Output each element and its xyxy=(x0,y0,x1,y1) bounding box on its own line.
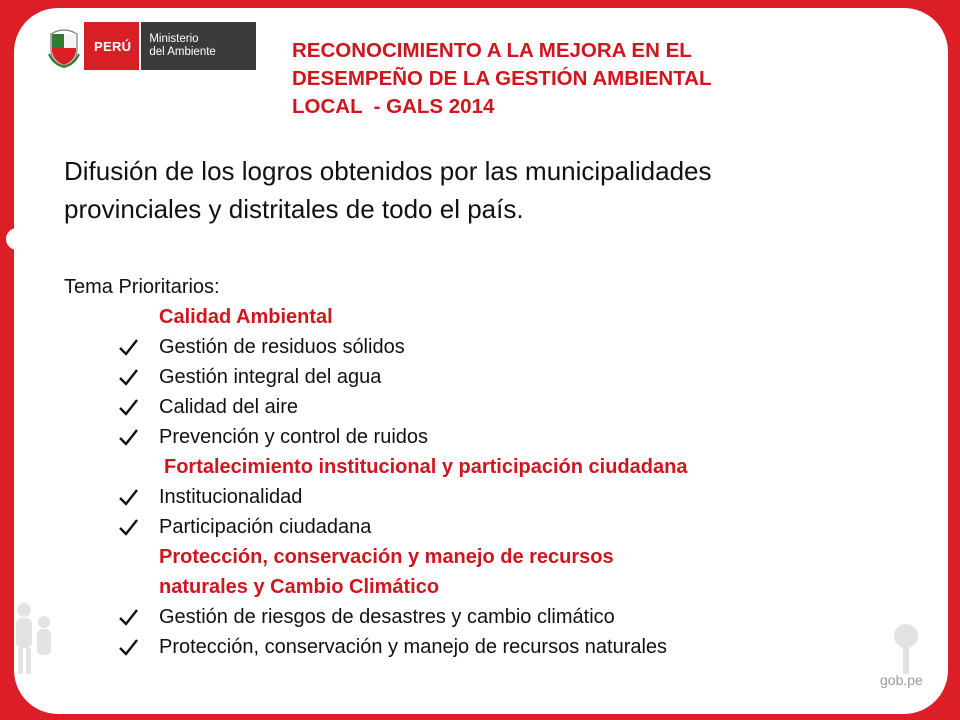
category-heading: Calidad Ambiental xyxy=(159,306,333,328)
title-line-1: RECONOCIMIENTO A LA MEJORA EN EL xyxy=(292,39,692,62)
coat-of-arms-icon xyxy=(44,22,84,70)
list-item-label: Participación ciudadana xyxy=(159,516,372,538)
list-item-label: Protección, conservación y manejo de recursos naturales xyxy=(159,636,668,658)
ministry-line-2: del Ambiente xyxy=(149,46,216,58)
list-item xyxy=(64,422,904,452)
list-item xyxy=(64,392,904,422)
checkmark-icon xyxy=(116,395,140,419)
list-item-label: Calidad del aire xyxy=(159,396,298,418)
intro-line-1: Difusión de los logros obtenidos por las municipalidades xyxy=(64,156,712,186)
people-silhouette-icon xyxy=(10,600,56,680)
intro-line-2: provinciales y distritales de todo el país. xyxy=(64,194,524,224)
topics-list xyxy=(64,272,904,662)
title-line-3: LOCAL - GALS 2014 xyxy=(292,95,495,118)
list-item-label: Prevención y control de ruidos xyxy=(159,426,429,448)
category-heading: Fortalecimiento institucional y participación ciudadana xyxy=(164,456,688,478)
checkmark-icon xyxy=(116,425,140,449)
gob-url: gob.pe xyxy=(880,672,923,688)
ministry-logo xyxy=(44,22,256,70)
slide-title xyxy=(292,37,872,121)
frame-notch-left xyxy=(6,228,28,250)
category-heading-line-1: Protección, conservación y manejo de recursos xyxy=(159,546,614,568)
checkmark-icon xyxy=(116,635,140,659)
list-item xyxy=(64,362,904,392)
checkmark-icon xyxy=(116,515,140,539)
list-item xyxy=(64,512,904,542)
topics-heading: Tema Prioritarios: xyxy=(64,276,220,298)
list-item xyxy=(64,632,904,662)
ministry-line-1: Ministerio xyxy=(149,33,199,45)
list-item-label: Gestión de riesgos de desastres y cambio climático xyxy=(159,606,615,628)
checkmark-icon xyxy=(116,365,140,389)
list-item-label: Institucionalidad xyxy=(159,486,303,508)
list-item-label: Gestión integral del agua xyxy=(159,366,382,388)
list-item xyxy=(64,482,904,512)
category-heading-line-2: naturales y Cambio Climático xyxy=(159,576,440,598)
list-item-label: Gestión de residuos sólidos xyxy=(159,336,405,358)
ministry-label xyxy=(139,22,256,70)
peru-label: PERÚ xyxy=(84,22,139,70)
list-item xyxy=(64,602,904,632)
intro-paragraph xyxy=(64,152,904,228)
checkmark-icon xyxy=(116,485,140,509)
checkmark-icon xyxy=(116,605,140,629)
title-line-2: DESEMPEÑO DE LA GESTIÓN AMBIENTAL xyxy=(292,67,712,90)
list-item xyxy=(64,332,904,362)
checkmark-icon xyxy=(116,335,140,359)
